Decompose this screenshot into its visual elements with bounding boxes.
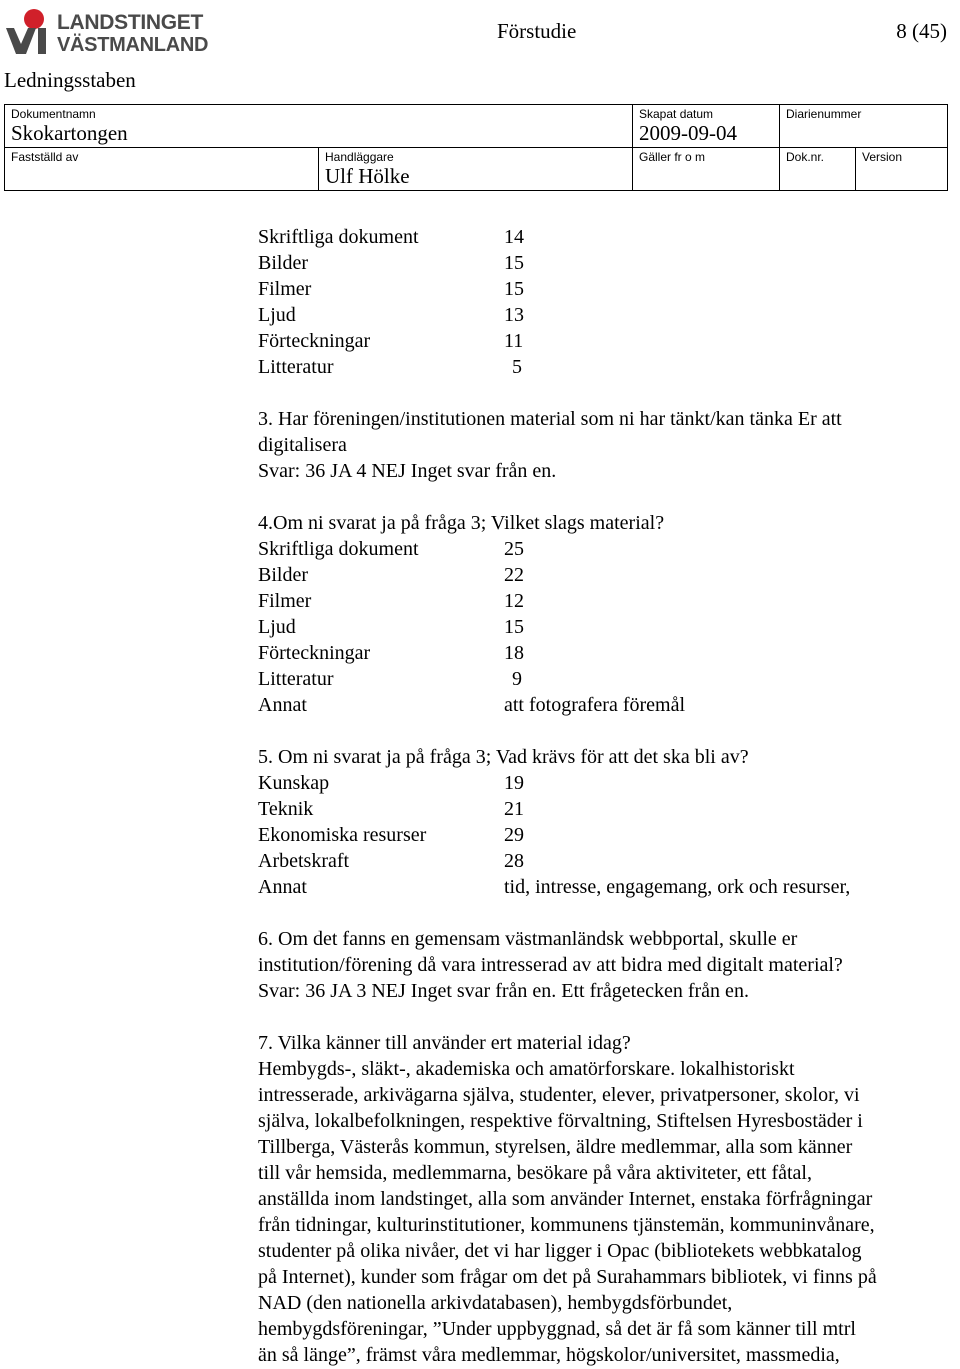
meta-label: Diarienummer bbox=[786, 107, 862, 121]
page-number: 8 (45) bbox=[896, 19, 947, 43]
list-item: Bilder 15 bbox=[258, 252, 524, 274]
logo-text-line1: LANDSTINGET bbox=[57, 11, 204, 34]
meta-cell-dokumentnamn bbox=[5, 105, 633, 148]
material-count-list bbox=[258, 224, 958, 380]
answer-line: Hembygds-, släkt-, akademiska och amatörforskare. lokalhistoriskt bbox=[258, 1058, 795, 1080]
document-type: Förstudie bbox=[497, 19, 577, 43]
question-6 bbox=[258, 926, 958, 1004]
list-item: Ljud 13 bbox=[258, 304, 524, 326]
meta-label: Dok.nr. bbox=[786, 150, 825, 164]
question-text: 6. Om det fanns en gemensam västmanländsk webbportal, skulle er bbox=[258, 928, 798, 950]
list-item: Skriftliga dokument 25 bbox=[258, 538, 524, 560]
answer-text: Svar: 36 JA 4 NEJ Inget svar från en. bbox=[258, 460, 557, 482]
meta-value: 2009-09-04 bbox=[639, 121, 737, 145]
answer-line: Tillberga, Västerås kommun, styrelsen, äldre medlemmar, alla som känner bbox=[258, 1136, 853, 1158]
answer-line: studenter på olika nivåer, det vi har ligger i Opac (bibliotekets webbkatalog bbox=[258, 1240, 862, 1262]
question-text: 7. Vilka känner till använder ert material idag? bbox=[258, 1032, 631, 1054]
list-item: Litteratur 5 bbox=[258, 356, 522, 378]
answer-text: Svar: 36 JA 3 NEJ Inget svar från en. Ett frågetecken från en. bbox=[258, 980, 749, 1002]
answer-line: anställda inom landstinget, alla som använder Internet, enstaka förfrågningar bbox=[258, 1188, 873, 1210]
meta-cell-doknr bbox=[780, 148, 856, 191]
answer-line: NAD (den nationella arkivdatabasen), hembygdsförbundet, bbox=[258, 1292, 733, 1314]
landstinget-logo bbox=[4, 6, 209, 58]
question-3 bbox=[258, 406, 958, 484]
logo-text-line2: VÄSTMANLAND bbox=[57, 34, 209, 56]
meta-cell-handlaggare bbox=[319, 148, 633, 191]
meta-cell-skapat bbox=[633, 105, 780, 148]
answer-line: intresserade, arkivägarna själva, studenter, elever, privatpersoner, skolor, vi bbox=[258, 1084, 860, 1106]
list-item: Förteckningar 11 bbox=[258, 330, 524, 352]
answer-line: på Internet), kunder som frågar om det på Surahammars bibliotek, vi finns på bbox=[258, 1266, 877, 1288]
list-item: Teknik 21 bbox=[258, 798, 524, 820]
list-item: Bilder 22 bbox=[258, 564, 524, 586]
meta-label: Skapat datum bbox=[639, 107, 714, 121]
answer-line: från tidningar, kulturinstitutioner, kommunens tjänstemän, kommuninvånare, bbox=[258, 1214, 875, 1236]
answer-line: hembygdsföreningar, ”Under uppbyggnad, så det är få som känner till mtrl bbox=[258, 1318, 856, 1340]
meta-cell-diarienummer bbox=[780, 105, 948, 148]
question-4 bbox=[258, 510, 958, 718]
question-text: institution/förening då vara intresserad av att bidra med digitalt material? bbox=[258, 954, 843, 976]
list-item: Arbetskraft 28 bbox=[258, 850, 524, 872]
meta-cell-version bbox=[856, 148, 948, 191]
question-text: 5. Om ni svarat ja på fråga 3; Vad krävs för att det ska bli av? bbox=[258, 746, 749, 768]
department: Ledningsstaben bbox=[4, 68, 136, 92]
list-item: Annat tid, intresse, engagemang, ork och resurser, bbox=[258, 876, 851, 898]
meta-label: Handläggare bbox=[325, 150, 394, 164]
list-item: Förteckningar 18 bbox=[258, 642, 524, 664]
list-item: Filmer 15 bbox=[258, 278, 524, 300]
meta-label: Gäller fr o m bbox=[639, 150, 706, 164]
meta-label: Fastställd av bbox=[11, 150, 79, 164]
meta-value: Ulf Hölke bbox=[325, 164, 410, 188]
question-text: 3. Har föreningen/institutionen material som ni har tänkt/kan tänka Er att bbox=[258, 408, 842, 430]
logo-emblem-icon bbox=[4, 6, 54, 58]
document-body bbox=[258, 224, 958, 1368]
question-text: digitalisera bbox=[258, 434, 347, 456]
list-item: Ljud 15 bbox=[258, 616, 524, 638]
question-text: 4.Om ni svarat ja på fråga 3; Vilket slags material? bbox=[258, 512, 665, 534]
answer-line: till vår hemsida, medlemmarna, besökare på våra aktiviteter, ett fåtal, bbox=[258, 1162, 812, 1184]
document-meta-table bbox=[4, 104, 948, 191]
meta-cell-galler bbox=[633, 148, 780, 191]
question-7 bbox=[258, 1030, 958, 1368]
meta-label: Dokumentnamn bbox=[11, 107, 96, 121]
list-item: Skriftliga dokument 14 bbox=[258, 226, 524, 248]
question-5 bbox=[258, 744, 958, 900]
meta-label: Version bbox=[862, 150, 903, 164]
list-item: Litteratur 9 bbox=[258, 668, 522, 690]
list-item: Annat att fotografera föremål bbox=[258, 694, 686, 716]
list-item: Filmer 12 bbox=[258, 590, 524, 612]
meta-cell-faststalld bbox=[5, 148, 319, 191]
answer-line: än så länge”, främst våra medlemmar, högskolor/universitet, massmedia, bbox=[258, 1344, 840, 1366]
list-item: Ekonomiska resurser 29 bbox=[258, 824, 524, 846]
list-item: Kunskap 19 bbox=[258, 772, 524, 794]
answer-line: själva, lokalbefolkningen, respektive förvaltning, Stiftelsen Hyresbostäder i bbox=[258, 1110, 863, 1132]
meta-value: Skokartongen bbox=[11, 121, 128, 145]
